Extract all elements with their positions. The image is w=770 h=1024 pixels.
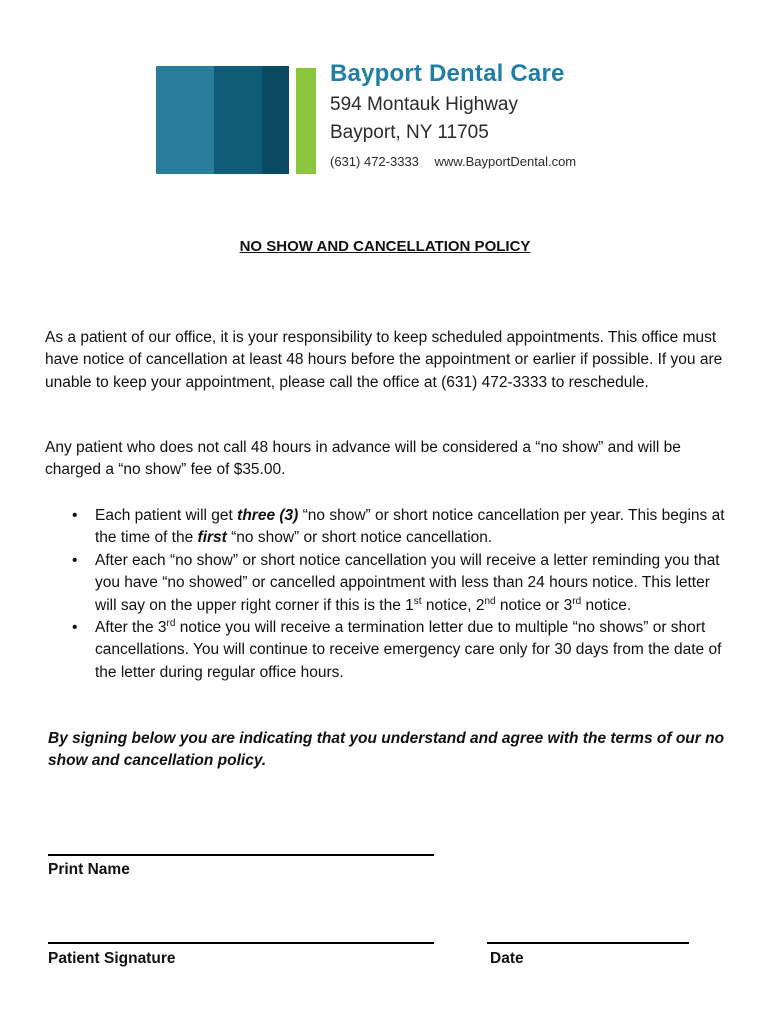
print-name-line[interactable] xyxy=(48,854,434,856)
logo-bar-2 xyxy=(214,66,262,174)
bullet-item-allowance: • Each patient will get three (3) “no show” or short notice cancellation per year. This begins at the time of the first “no show” or short notice cancellation. xyxy=(72,507,725,547)
website: www.BayportDental.com xyxy=(434,154,577,169)
responsibility-paragraph: As a patient of our office, it is your responsibility to keep scheduled appointments. This office must have notice of cancellation at least 48 hours before the appointment or earlier if possible. If you are unable to keep your appointment, please call the office at (631) 472-3333 to reschedule. xyxy=(45,329,723,391)
date-line[interactable] xyxy=(487,942,689,944)
date-label: Date xyxy=(490,950,524,967)
contact-line xyxy=(330,154,576,169)
address-line-2: Bayport, NY 11705 xyxy=(330,122,489,143)
logo-bar-3 xyxy=(262,66,292,174)
logo-bar-green xyxy=(296,68,316,174)
bayport-logo xyxy=(156,60,606,180)
phone-number: (631) 472-3333 xyxy=(330,154,419,169)
bullet-item-termination: • After the 3rd notice you will receive a termination letter due to multiple “no shows” or short cancellations. You will continue to receive emergency care only for 30 days from the date of the letter during regular office hours. xyxy=(72,617,722,681)
patient-signature-line[interactable] xyxy=(48,942,434,944)
agreement-statement: By signing below you are indicating that you understand and agree with the terms of our no show and cancellation policy. xyxy=(48,730,725,770)
no-show-fee-paragraph: Any patient who does not call 48 hours in advance will be considered a “no show” and will be charged a “no show” fee of $35.00. xyxy=(45,439,681,479)
bullet-dot-icon: • xyxy=(72,551,78,569)
logo-bar-1 xyxy=(156,66,214,174)
policy-bullets xyxy=(45,505,735,684)
bullet-dot-icon: • xyxy=(72,507,78,524)
patient-signature-label: Patient Signature xyxy=(48,950,176,967)
address-line-1: 594 Montauk Highway xyxy=(330,94,518,115)
print-name-label: Print Name xyxy=(48,861,130,878)
logo-text xyxy=(330,60,576,169)
bullet-item-reminder: • After each “no show” or short notice cancellation you will receive a letter reminding you that you have “no showed” or cancelled appointment with less than 24 hours notice. This letter will say on the upper right corner if this is the 1st notice, 2nd notice or 3rd notice. xyxy=(72,551,720,614)
brand-name: Bayport Dental Care xyxy=(330,60,565,87)
logo-gap xyxy=(289,66,296,174)
bullet-dot-icon: • xyxy=(72,619,78,637)
page-title: NO SHOW AND CANCELLATION POLICY xyxy=(239,238,531,255)
